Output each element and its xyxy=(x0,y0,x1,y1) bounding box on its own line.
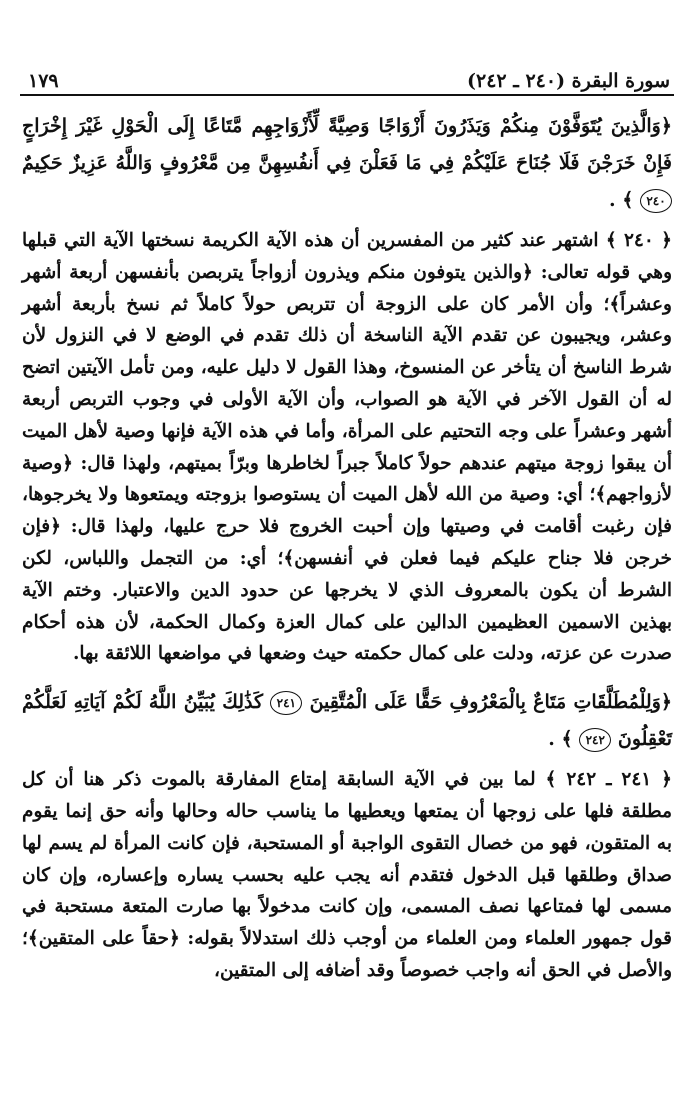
verse-number-marker: ٢٤٠ xyxy=(640,189,672,213)
surah-title: سورة البقرة (٢٤٠ ـ ٢٤٢) xyxy=(467,70,670,92)
verse-text: ﴿وَلِلْمُطَلَّقَاتِ مَتَاعٌ بِالْمَعْرُوفِ حَقًّا عَلَى الْمُتَّقِينَ xyxy=(309,691,673,714)
verse-number-marker: ٢٤١ xyxy=(270,691,302,715)
header-divider xyxy=(20,94,674,96)
page-body xyxy=(22,108,672,995)
quran-verse-240 xyxy=(22,108,672,219)
verse-number-marker: ٢٤٢ xyxy=(579,728,611,752)
page-header xyxy=(20,58,674,92)
verse-close-bracket: ﴾ . xyxy=(548,728,573,751)
verse-text: كَذَٰلِكَ يُبَيِّنُ اللَّهُ لَكُمْ آيَاتِهِ لَعَلَّكُمْ تَعْقِلُونَ xyxy=(22,691,672,751)
quran-verse-241-242 xyxy=(22,684,672,758)
verse-close-bracket: ﴾ . xyxy=(609,189,634,211)
verse-text: ﴿وَالَّذِينَ يُتَوَفَّوْنَ مِنكُمْ وَيَذَرُونَ أَزْوَاجًا وَصِيَّةً لِّأَزْوَاجِهِم مَّتَاعًا إِلَى الْحَوْلِ غَيْرَ إِخْرَاجٍ فَإِنْ خَرَجْنَ فَلَا جُنَاحَ عَلَيْكُمْ فِي مَا فَعَلْنَ فِي أَنفُسِهِنَّ مِن مَّعْرُوفٍ وَاللَّهُ عَزِيزٌ حَكِيمٌ xyxy=(22,115,672,174)
page-number: ١٧٩ xyxy=(28,70,59,92)
tafsir-paragraph-240: ﴿ ٢٤٠ ﴾ اشتهر عند كثير من المفسرين أن هذه الآية الكريمة نسختها الآية التي قبلها وهي قوله تعالى: ﴿والذين يتوفون منكم ويذرون أزواجاً يتربصن بأنفسهن أربعة أشهر وعشراً﴾؛ وأن الأمر كان على الزوجة أن تتربص حولاً كاملاً ثم نسخ بأربعة أشهر وعشر، ويجيبون عن تقدم الآية الناسخة أن ذلك تقدم في الوضع لا في النزول لأن شرط الناسخ أن يتأخر عن المنسوخ، وهذا القول لا دليل عليه، ومن تأمل الآيتين اتضح له أن القول الآخر في الآية هو الصواب، وأن الآية الأولى في وجوب التربص أربعة أشهر وعشراً على وجه التحتيم على المرأة، وأما في هذه الآية فإنها وصية لأهل الميت أن يبقوا زوجة ميتهم عندهم حولاً كاملاً جبراً لخاطرها وبرّاً بميتهم، ولهذا قال: ﴿وصية لأزواجهم﴾؛ أي: وصية من الله لأهل الميت أن يستوصوا بزوجته ويمتعوها ولا يخرجوها، فإن رغبت أقامت في وصيتها وإن أحبت الخروج فلا حرج عليها، ولهذا قال: ﴿فإن خرجن فلا جناح عليكم فيما فعلن في أنفسهن﴾؛ أي: من التجمل واللباس، لكن الشرط أن يكون بالمعروف الذي لا يخرجها عن حدود الدين والاعتبار. وختم الآية بهذين الاسمين العظيمين الدالين على كمال العزة وكمال الحكمة، لأن هذه أحكام صدرت عن عزته، ودلت على كمال حكمته حيث وضعها في مواضعها اللائقة بها. xyxy=(22,230,672,665)
tafsir-paragraph-241-242: ﴿ ٢٤١ ـ ٢٤٢ ﴾ لما بين في الآية السابقة إمتاع المفارقة بالموت ذكر هنا أن كل مطلقة فلها على زوجها أن يمتعها ويعطيها ما يناسب حاله وحالها وأنه حق إنما يقوم به المتقون، فهو من خصال التقوى الواجبة أو المستحبة، فإن كانت المرأة لم يسم لها صداق وطلقها قبل الدخول فتقدم أنه يجب عليه بحسب يساره وإعساره، وإن كان مسمى لها فمتاعها نصف المسمى، وإن كانت مدخولاً بها صارت المتعة مستحبة في قول جمهور العلماء ومن العلماء من أوجب ذلك استدلالاً بقوله: ﴿حقاً على المتقين﴾؛ والأصل في الحق أنه واجب خصوصاً وقد أضافه إلى المتقين، xyxy=(22,769,672,981)
